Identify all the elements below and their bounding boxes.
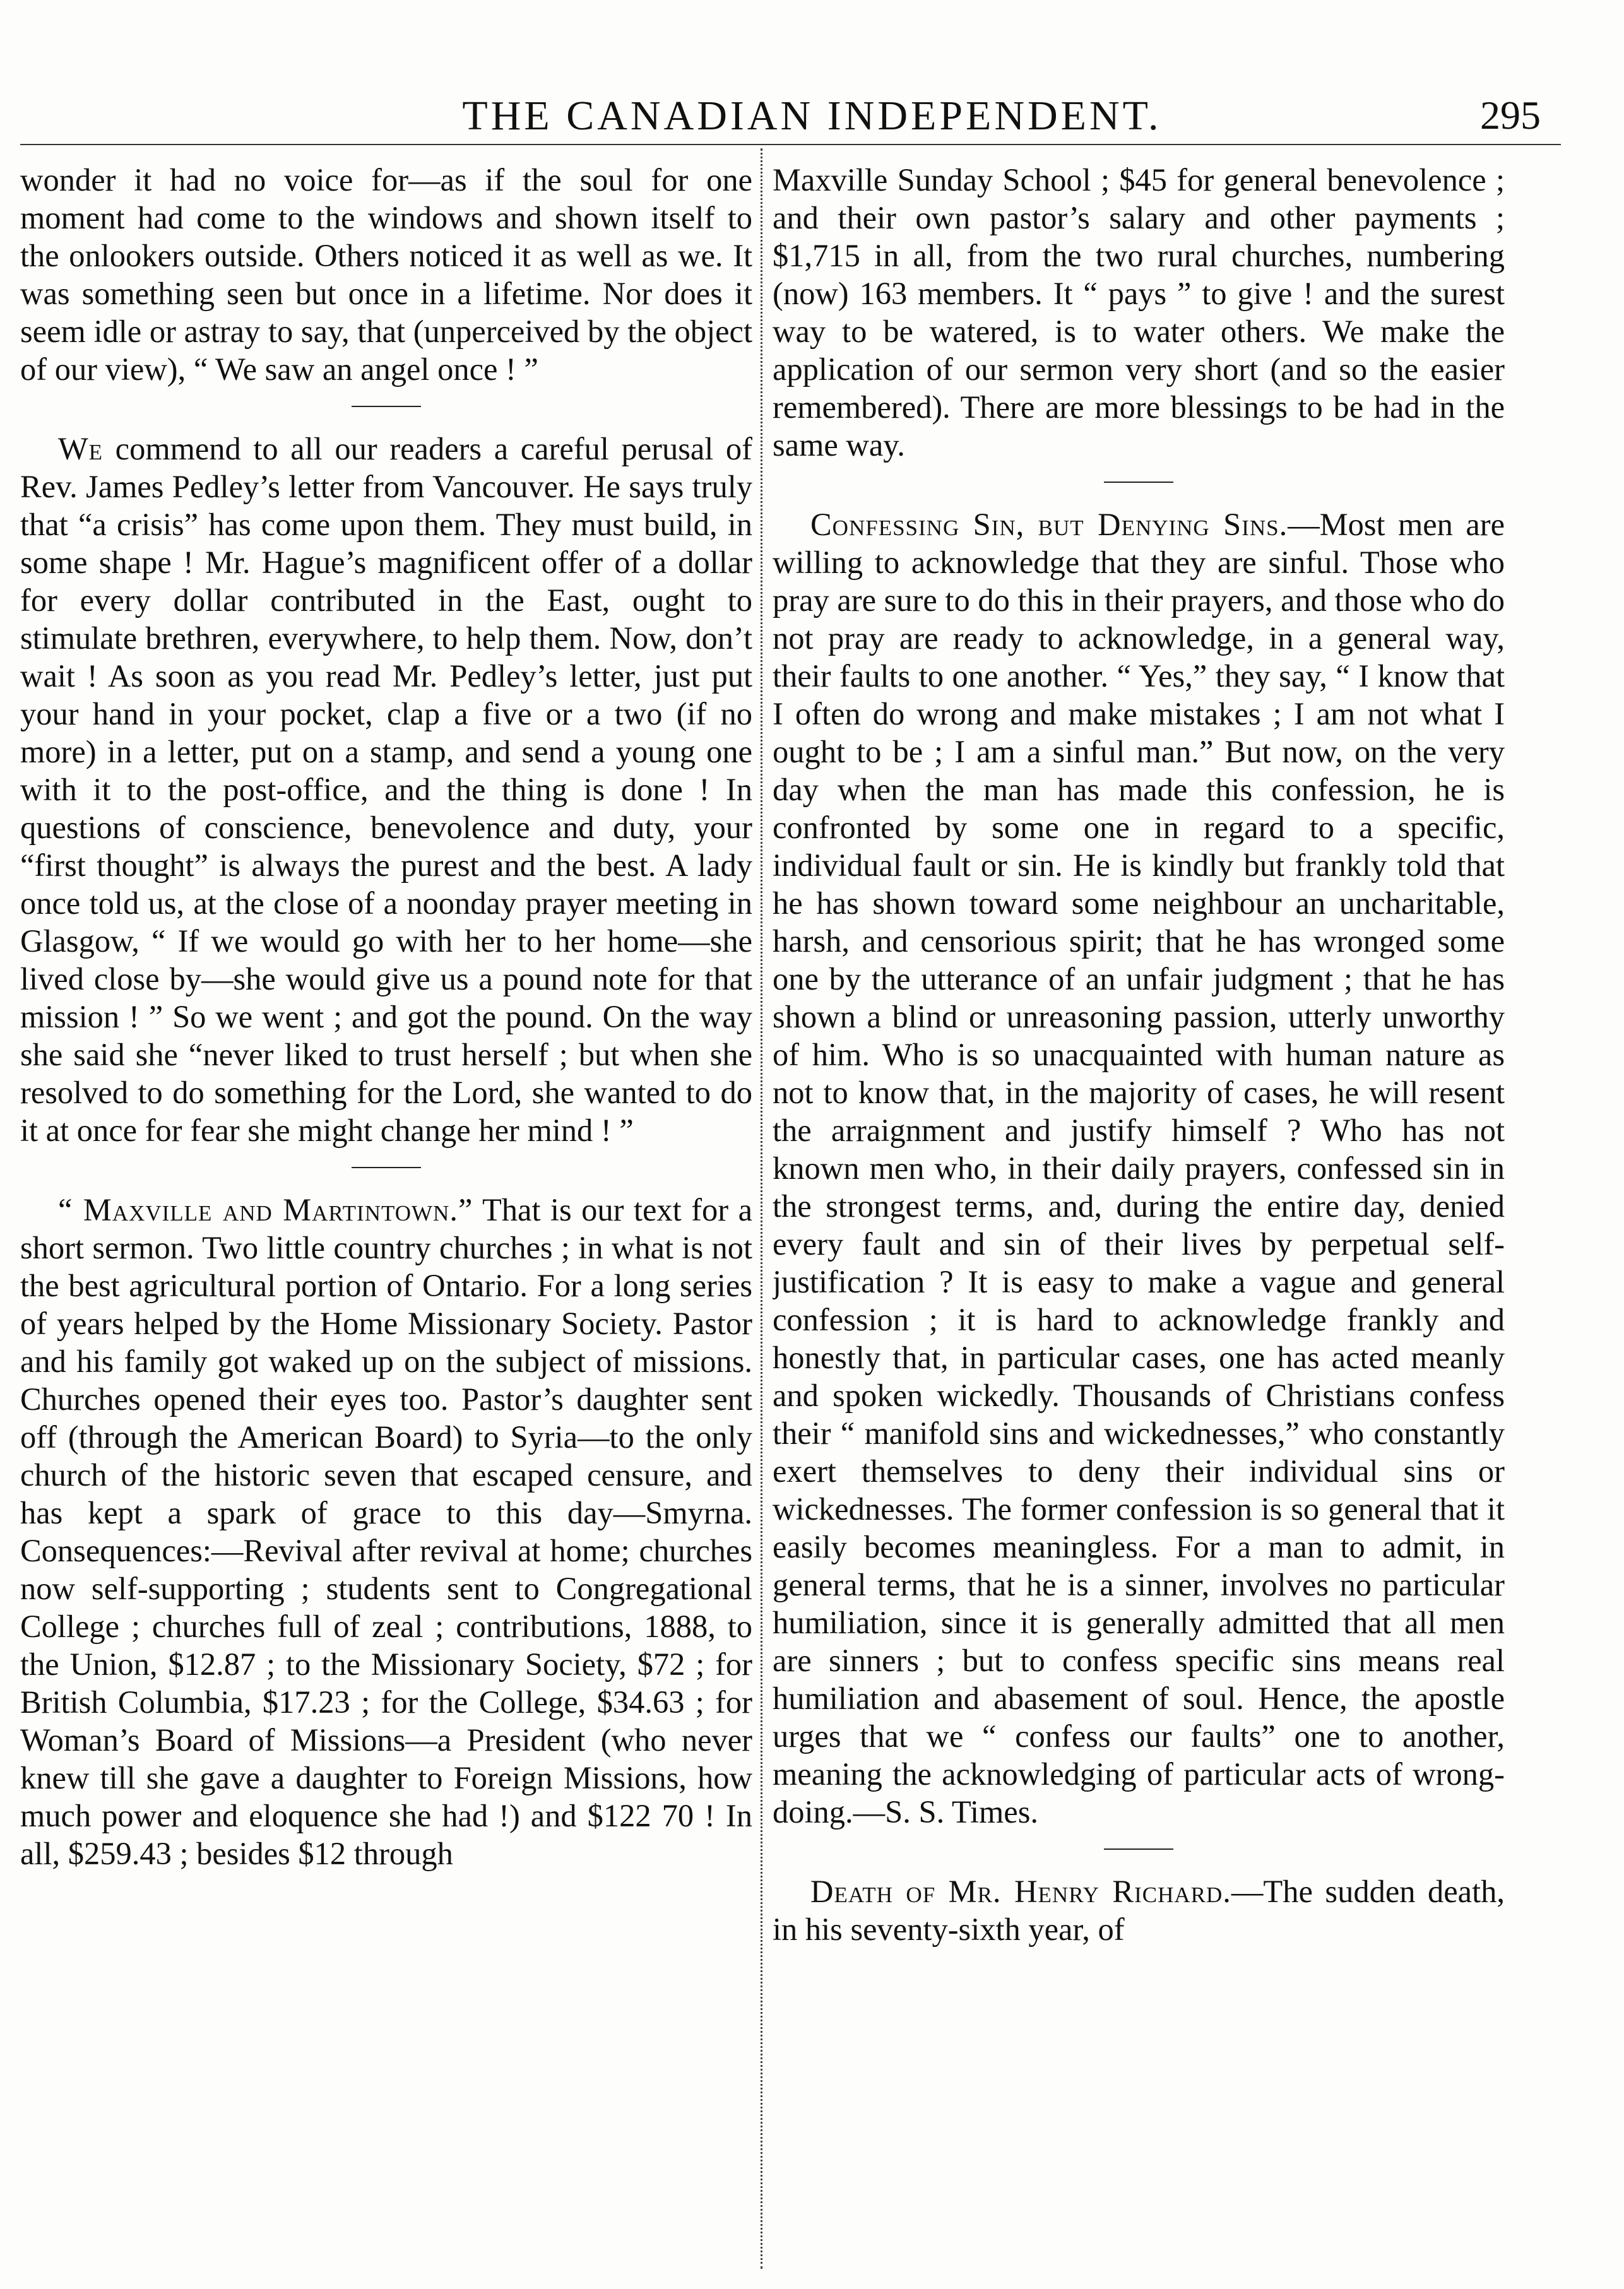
paragraph-body: —The sudden death, in his seventy-sixth year, of — [773, 1874, 1505, 1947]
section-separator — [1104, 1848, 1173, 1850]
page-header — [0, 81, 1624, 144]
paragraph-lead: We — [58, 431, 104, 466]
running-title: THE CANADIAN INDEPENDENT. — [462, 93, 1162, 139]
paragraph-lead: Confessing Sin, but Denying Sins. — [810, 507, 1288, 542]
paragraph-maxville — [20, 1191, 752, 1872]
page-number: 295 — [1480, 93, 1541, 138]
paragraph-maxville-continued: Maxville Sunday School ; $45 for general benevolence ; and their own pastor’s salary and other payments ; $1,715 in all, from the two rural churches, numbering (now) 163 members. It “ pays ” to give ! and the surest way to be watered, is to water others. We make the application of our sermon very short (and so the easier remembered). There are more blessings to be had in the same way. — [773, 162, 1505, 463]
paragraph-body: That is our text for a short sermon. Two little country churches ; in what is not the best agricultural portion of Ontario. For a long series of years helped by the Home Missionary Society. Pastor and his family got waked up on the subject of missions. Churches opened their eyes too. Pastor’s daughter sent off (through the American Board) to Syria—to the only church of the historic seven that escaped censure, and has kept a spark of grace to this day—Smyrna. Consequences:—Revival after revival at home; churches now self-supporting ; students sent to Congregational College ; churches full of zeal ; contributions, 1888, to the Union, $12.87 ; to the Missionary Society, $72 ; for British Columbia, $17.23 ; for the College, $34.63 ; for Woman’s Board of Missions—a President (who never knew till she gave a daughter to Foreign Missions, how much power and eloquence she had !) and $122 70 ! In all, $259.43 ; besides $12 through — [20, 1192, 752, 1871]
paragraph-henry-richard — [773, 1872, 1505, 1948]
paragraph-body: —Most men are willing to acknowledge that they are sinful. Those who pray are sure to do this in their prayers, and those who do not pray are ready to acknowledge, in a general way, their faults to one another. “ Yes,” they say, “ I know that I often do wrong and make mistakes ; I am not what I ought to be ; I am a sinful man.” But now, on the very day when the man has made this confession, he is confronted by some one in regard to a specific, individual fault or sin. He is kindly but frankly told that he has shown toward some neighbour an uncharitable, harsh, and censorious spirit; that he has wronged some one by the utterance of an unfair judgment ; that he has shown a blind or unreasoning passion, utterly unworthy of him. Who is so unacquainted with human nature as not to know that, in the majority of cases, he will resent the arraignment and justify himself ? Who has not known men who, in their daily prayers, confessed sin in the strongest terms, and, during the entire day, denied every fault and sin of their lives by perpetual self-justification ? It is easy to make a vague and general confession ; it is hard to acknowledge frankly and honestly that, in particular cases, one has acted meanly and spoken wickedly. Thousands of Christians confess their “ manifold sins and wickednesses,” who constantly exert themselves to deny their individual sins or wickednesses. The former confession is so general that it easily becomes meaningless. For a man to admit, in general terms, that he is a sinner, involves no particular humiliation, since it is generally admitted that all men are sinners ; but to confess specific sins means real humiliation and abasement of soul. Hence, the apostle urges that we “ confess our faults” one to another, meaning the acknowledging of particular acts of wrong-doing.—S. S. Times. — [773, 507, 1505, 1830]
header-rule — [20, 144, 1561, 145]
paragraph-angel: wonder it had no voice for—as if the soul for one moment had come to the windows and shown itself to the onlookers outside. Others noticed it as well as we. It was something seen but once in a lifetime. Nor does it seem idle or astray to say, that (unperceived by the object of our view), “ We saw an angel once ! ” — [20, 162, 752, 387]
left-column — [20, 161, 752, 2269]
paragraph-lead: Death of Mr. Henry Richard. — [810, 1874, 1231, 1909]
section-separator — [1104, 482, 1173, 483]
section-separator — [352, 406, 421, 407]
paragraph-confessing-sin — [773, 506, 1505, 1831]
paragraph-vancouver — [20, 430, 752, 1149]
section-separator — [352, 1167, 421, 1168]
column-divider — [761, 148, 762, 2269]
paragraph-body: commend to all our readers a careful perusal of Rev. James Pedley’s letter from Vancouver. He says truly that “a crisis” has come upon them. They must build, in some shape ! Mr. Hague’s magnificent offer of a dollar for every dollar contributed in the East, ought to stimulate brethren, everywhere, to help them. Now, don’t wait ! As soon as you read Mr. Pedley’s letter, just put your hand in your pocket, clap a five or a two (if no more) in a letter, put on a stamp, and send a young one with it to the post-office, and the thing is done ! In questions of conscience, benevolence and duty, your “first thought” is always the purest and the best. A lady once told us, at the close of a noonday prayer meeting in Glasgow, “ If we would go with her to her home—she lived close by—she would give us a pound note for that mission ! ” So we went ; and got the pound. On the way she said she “never liked to trust herself ; but when she resolved to do something for the Lord, she wanted to do it at once for fear she might change her mind ! ” — [20, 431, 752, 1148]
right-column — [773, 161, 1505, 2269]
paragraph-lead: “ Maxville and Martintown.” — [58, 1192, 473, 1227]
